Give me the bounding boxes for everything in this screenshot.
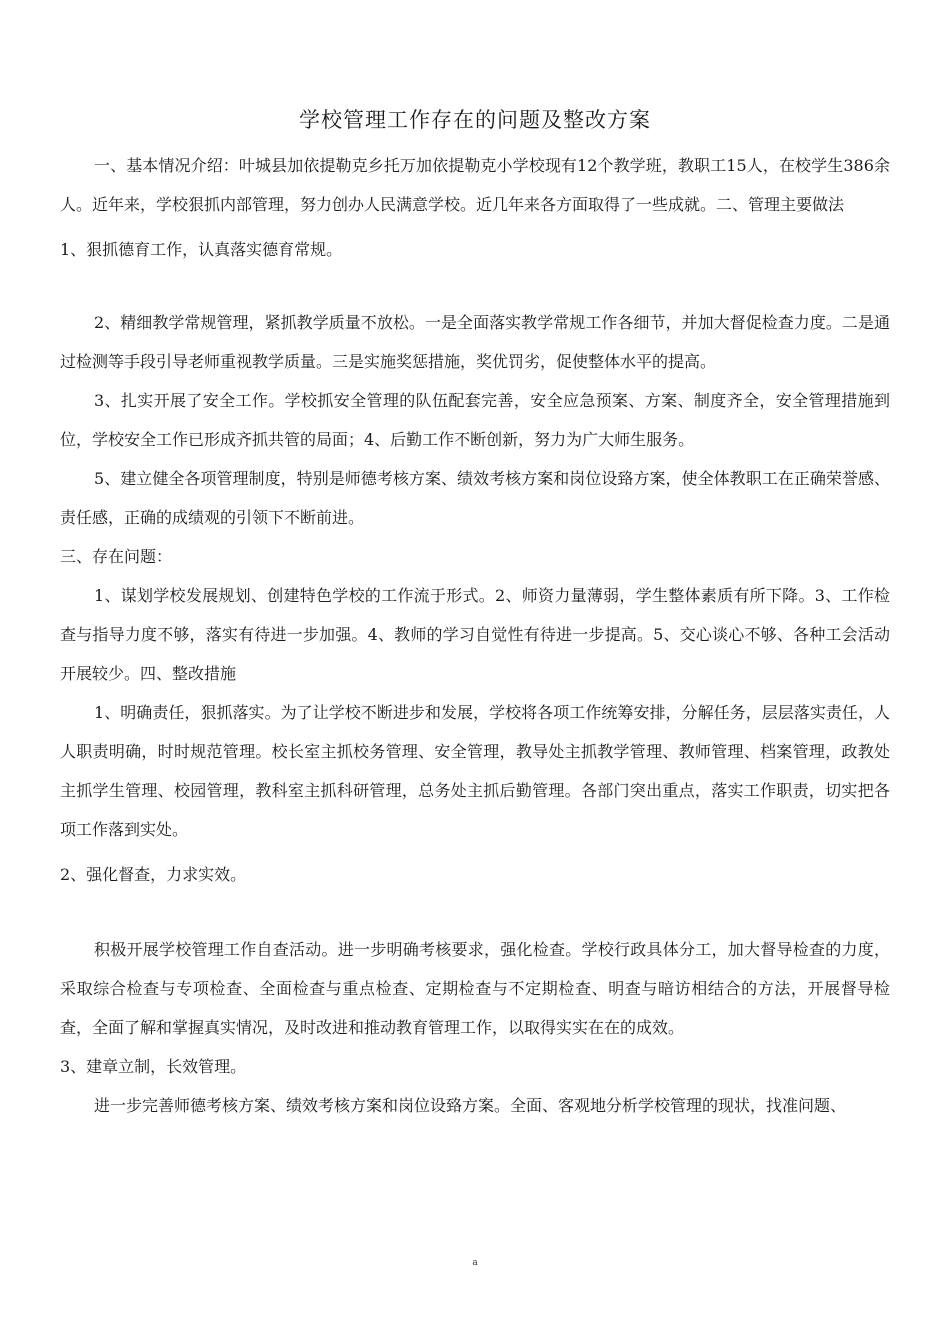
paragraph-clear-responsibility: 1、明确责任，狠抓落实。为了让学校不断进步和发展，学校将各项工作统筹安排，分解任务，层层落实责任，人人职责明确，时时规范管理。校长室主抓校务管理、安全管理，教导处主抓教学管理、教师管理、档案管理，政教处主抓学生管理、校园管理，教科室主抓科研管理，总务处主抓后勤管理。各部门突出重点，落实工作职责，切实把各项工作落到实处。	[60, 703, 890, 839]
document-body	[60, 146, 890, 1125]
paragraph-strengthen-supervision: 2、强化督查，力求实效。	[60, 865, 247, 884]
page-marker: a	[472, 1258, 478, 1268]
paragraph-problems-list: 1、谋划学校发展规划、创建特色学校的工作流于形式。2、师资力量薄弱，学生整体素质有所下降。3、工作检查与指导力度不够，落实有待进一步加强。4、教师的学习自觉性有待进一步提高。5、交心谈心不够、各种工会活动开展较少。四、整改措施	[60, 586, 890, 683]
paragraph-basic-info: 一、基本情况介绍：叶城县加依提勒克乡托万加依提勒克小学校现有12个教学班，教职工15人，在校学生386余人。近年来，学校狠抓内部管理，努力创办人民满意学校。近几年来各方面取得了一些成就。二、管理主要做法	[60, 156, 890, 214]
paragraph-improve-plans: 进一步完善师德考核方案、绩效考核方案和岗位设臵方案。全面、客观地分析学校管理的现状，找准问题、	[94, 1096, 847, 1115]
paragraph-teaching-routine: 2、精细教学常规管理，紧抓教学质量不放松。一是全面落实教学常规工作各细节，并加大督促检查力度。二是通过检测等手段引导老师重视教学质量。三是实施奖惩措施，奖优罚劣，促使整体水平的提高。	[60, 313, 890, 371]
document-title: 学校管理工作存在的问题及整改方案	[299, 108, 651, 132]
paragraph-build-rules: 3、建章立制，长效管理。	[60, 1057, 247, 1076]
paragraph-moral-education: 1、狠抓德育工作，认真落实德育常规。	[60, 240, 343, 259]
paragraph-management-system: 5、建立健全各项管理制度，特别是师德考核方案、绩效考核方案和岗位设臵方案，使全体教职工在正确荣誉感、责任感，正确的成绩观的引领下不断前进。	[60, 469, 890, 527]
paragraph-safety-work: 3、扎实开展了安全工作。学校抓安全管理的队伍配套完善，安全应急预案、方案、制度齐全，安全管理措施到位，学校安全工作已形成齐抓共管的局面；4、后勤工作不断创新，努力为广大师生服务。	[60, 391, 890, 449]
paragraph-self-inspection: 积极开展学校管理工作自查活动。进一步明确考核要求，强化检查。学校行政具体分工，加大督导检查的力度，采取综合检查与专项检查、全面检查与重点检查、定期检查与不定期检查、明查与暗访相结合的方法，开展督导检查，全面了解和掌握真实情况，及时改进和推动教育管理工作，以取得实实在在的成效。	[60, 940, 890, 1037]
heading-existing-problems: 三、存在问题：	[60, 547, 173, 566]
